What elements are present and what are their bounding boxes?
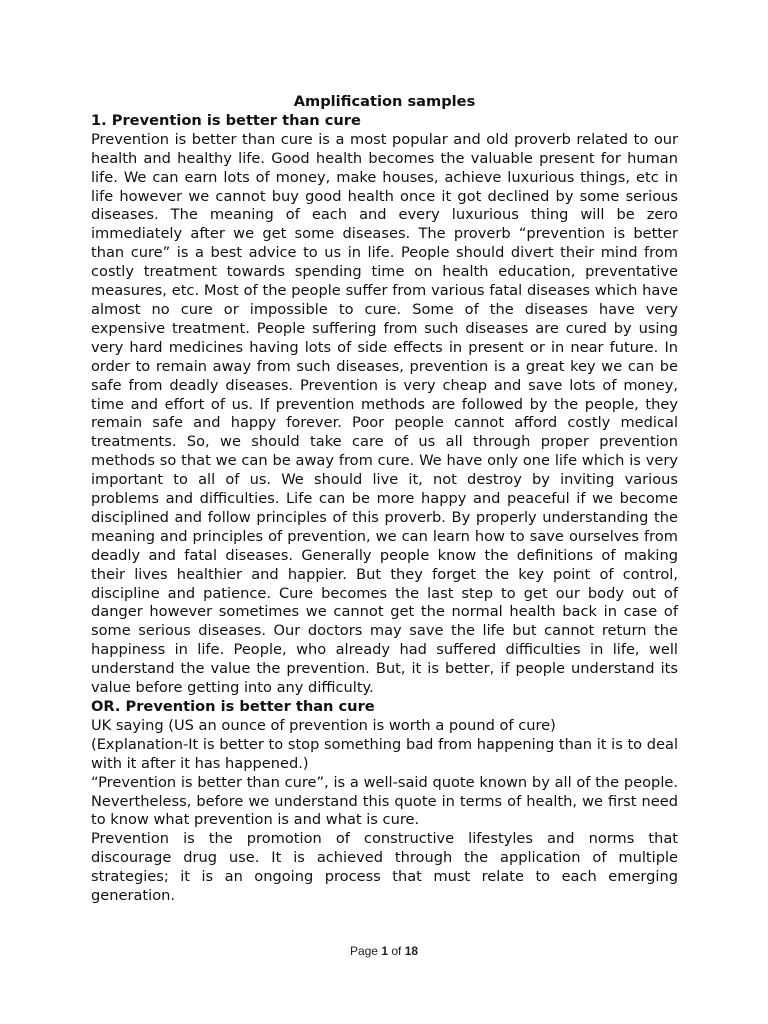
page-footer [0,944,768,958]
uk-saying-line: UK saying (US an ounce of prevention is worth a pound of cure) [91,716,556,734]
quote-paragraph: “Prevention is better than cure”, is a well-said quote known by all of the people. Nevertheless, before we understand this quote in terms of health, we first need to know what prevention is and what is cure. [91,773,678,829]
body-paragraph-prevention: Prevention is better than cure is a most popular and old proverb related to our health and healthy life. Good health becomes the valuable present for human life. We can earn lots of money, make houses, achieve luxurious things, etc in life however we cannot buy good health once it got declined by some serious diseases. The meaning of each and every luxurious thing will be zero immediately after we get some diseases. The proverb “prevention is better than cure” is a best advice to us in life. People should divert their mind from costly treatment towards spending time on health education, preventative measures, etc. Most of the people suffer from various fatal diseases which have almost no cure or impossible to cure. Some of the diseases have very expensive treatment. People suffering from such diseases are cured by using very hard medicines having lots of side effects in present or in near future. In order to remain away from such diseases, prevention is a great key we can be safe from deadly diseases. Prevention is very cheap and save lots of money, time and effort of us. If prevention methods are followed by the people, they remain safe and happy forever. Poor people cannot afford costly medical treatments. So, we should take care of us all through proper prevention methods so that we can be away from cure. We have only one life which is very important to all of us. We should live it, not destroy by inviting various problems and difficulties. Life can be more happy and peaceful if we become disciplined and follow principles of this proverb. By properly understanding the meaning and principles of prevention, we can learn how to save ourselves from deadly and fatal diseases. Generally people know the definitions of making their lives healthier and happier. But they forget the key point of control, discipline and patience. Cure becomes the last step to get our body out of danger however sometimes we cannot get the normal health back in case of some serious diseases. Our doctors may save the life but cannot return the happiness in life. People, who already had suffered difficulties in life, well understand the value the prevention. But, it is better, if people understand its value before getting into any difficulty. [91,130,678,697]
section-heading-or-prevention: OR. Prevention is better than cure [91,698,375,715]
explanation-paragraph: (Explanation-It is better to stop something bad from happening than it is to deal with it after it has happened.) [91,735,678,772]
total-pages-number: 18 [404,944,419,958]
definition-paragraph: Prevention is the promotion of constructive lifestyles and norms that discourage drug use. It is achieved through the application of multiple strategies; it is an ongoing process that must relate to each emerging generation. [91,830,678,905]
document-title: Amplification samples [293,93,476,110]
of-word: of [391,944,402,958]
current-page-number: 1 [381,944,388,958]
section-heading-prevention: 1. Prevention is better than cure [91,111,361,129]
page-word: Page [349,944,378,958]
document-page [91,93,678,906]
